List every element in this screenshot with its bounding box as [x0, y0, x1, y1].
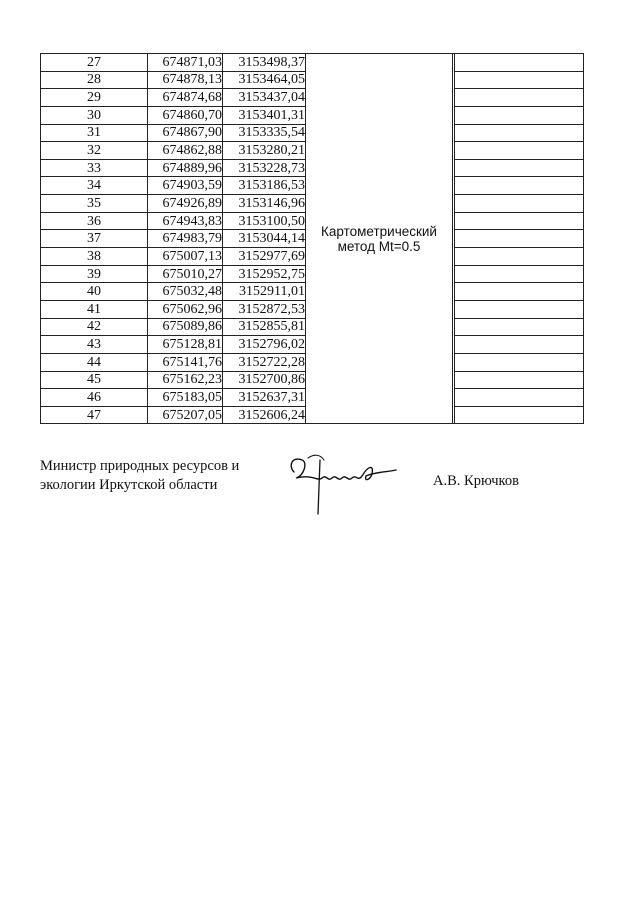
point-number-cell: 29: [41, 89, 148, 107]
empty-cell: [455, 353, 584, 371]
y-coordinate-cell: 3153401,31: [223, 106, 306, 124]
y-coordinate-cell: 3152796,02: [223, 336, 306, 354]
empty-cell: [455, 195, 584, 213]
x-coordinate-cell: 674867,90: [148, 124, 223, 142]
y-coordinate-cell: 3153186,53: [223, 177, 306, 195]
empty-cell: [455, 300, 584, 318]
signatory-title-line-2: экологии Иркутской области: [40, 477, 218, 493]
y-coordinate-cell: 3152977,69: [223, 248, 306, 266]
method-cell: [306, 54, 453, 424]
x-coordinate-cell: 674862,88: [148, 142, 223, 160]
y-coordinate-cell: 3153498,37: [223, 54, 306, 72]
handwritten-signature: [284, 452, 402, 518]
x-coordinate-cell: 675128,81: [148, 336, 223, 354]
empty-cell: [455, 71, 584, 89]
y-coordinate-cell: 3153044,14: [223, 230, 306, 248]
empty-cell: [455, 106, 584, 124]
point-number-cell: 28: [41, 71, 148, 89]
x-coordinate-cell: 674926,89: [148, 195, 223, 213]
method-line-2: метод Mt=0.5: [337, 238, 421, 254]
point-number-cell: 42: [41, 318, 148, 336]
empty-cell: [455, 212, 584, 230]
point-number-cell: 46: [41, 389, 148, 407]
empty-cell: [455, 336, 584, 354]
empty-cell: [455, 177, 584, 195]
point-number-cell: 30: [41, 106, 148, 124]
y-coordinate-cell: 3152952,75: [223, 265, 306, 283]
empty-cell: [455, 318, 584, 336]
x-coordinate-cell: 675032,48: [148, 283, 223, 301]
point-number-cell: 33: [41, 159, 148, 177]
point-number-cell: 47: [41, 406, 148, 424]
point-number-cell: 34: [41, 177, 148, 195]
y-coordinate-cell: 3152700,86: [223, 371, 306, 389]
point-number-cell: 31: [41, 124, 148, 142]
x-coordinate-cell: 675207,05: [148, 406, 223, 424]
point-number-cell: 37: [41, 230, 148, 248]
y-coordinate-cell: 3153280,21: [223, 142, 306, 160]
x-coordinate-cell: 674878,13: [148, 71, 223, 89]
coordinates-table-body: [41, 54, 584, 424]
empty-cell: [455, 54, 584, 72]
signatory-name: А.В. Крючков: [433, 473, 519, 489]
y-coordinate-cell: 3153437,04: [223, 89, 306, 107]
x-coordinate-cell: 674903,59: [148, 177, 223, 195]
x-coordinate-cell: 674889,96: [148, 159, 223, 177]
empty-cell: [455, 371, 584, 389]
point-number-cell: 45: [41, 371, 148, 389]
y-coordinate-cell: 3152722,28: [223, 353, 306, 371]
empty-cell: [455, 248, 584, 266]
point-number-cell: 32: [41, 142, 148, 160]
x-coordinate-cell: 675010,27: [148, 265, 223, 283]
y-coordinate-cell: 3152872,53: [223, 300, 306, 318]
x-coordinate-cell: 675183,05: [148, 389, 223, 407]
point-number-cell: 43: [41, 336, 148, 354]
x-coordinate-cell: 674871,03: [148, 54, 223, 72]
method-line-1: Картометрический: [321, 223, 437, 239]
empty-cell: [455, 265, 584, 283]
x-coordinate-cell: 675141,76: [148, 353, 223, 371]
x-coordinate-cell: 674943,83: [148, 212, 223, 230]
signatory-title: [40, 457, 239, 495]
x-coordinate-cell: 675007,13: [148, 248, 223, 266]
empty-cell: [455, 142, 584, 160]
coordinates-table: [40, 53, 584, 424]
point-number-cell: 35: [41, 195, 148, 213]
y-coordinate-cell: 3153335,54: [223, 124, 306, 142]
empty-cell: [455, 159, 584, 177]
y-coordinate-cell: 3152606,24: [223, 406, 306, 424]
y-coordinate-cell: 3152637,31: [223, 389, 306, 407]
y-coordinate-cell: 3152855,81: [223, 318, 306, 336]
point-number-cell: 41: [41, 300, 148, 318]
empty-cell: [455, 124, 584, 142]
y-coordinate-cell: 3153146,96: [223, 195, 306, 213]
x-coordinate-cell: 674983,79: [148, 230, 223, 248]
point-number-cell: 44: [41, 353, 148, 371]
point-number-cell: 27: [41, 54, 148, 72]
x-coordinate-cell: 675162,23: [148, 371, 223, 389]
signatory-title-line-1: Министр природных ресурсов и: [40, 458, 240, 474]
x-coordinate-cell: 675089,86: [148, 318, 223, 336]
empty-cell: [455, 283, 584, 301]
y-coordinate-cell: 3153228,73: [223, 159, 306, 177]
empty-cell: [455, 89, 584, 107]
empty-cell: [455, 389, 584, 407]
empty-cell: [455, 406, 584, 424]
x-coordinate-cell: 674874,68: [148, 89, 223, 107]
y-coordinate-cell: 3153100,50: [223, 212, 306, 230]
x-coordinate-cell: 675062,96: [148, 300, 223, 318]
point-number-cell: 40: [41, 283, 148, 301]
point-number-cell: 39: [41, 265, 148, 283]
y-coordinate-cell: 3153464,05: [223, 71, 306, 89]
x-coordinate-cell: 674860,70: [148, 106, 223, 124]
point-number-cell: 38: [41, 248, 148, 266]
table-row: [41, 54, 584, 72]
y-coordinate-cell: 3152911,01: [223, 283, 306, 301]
point-number-cell: 36: [41, 212, 148, 230]
empty-cell: [455, 230, 584, 248]
